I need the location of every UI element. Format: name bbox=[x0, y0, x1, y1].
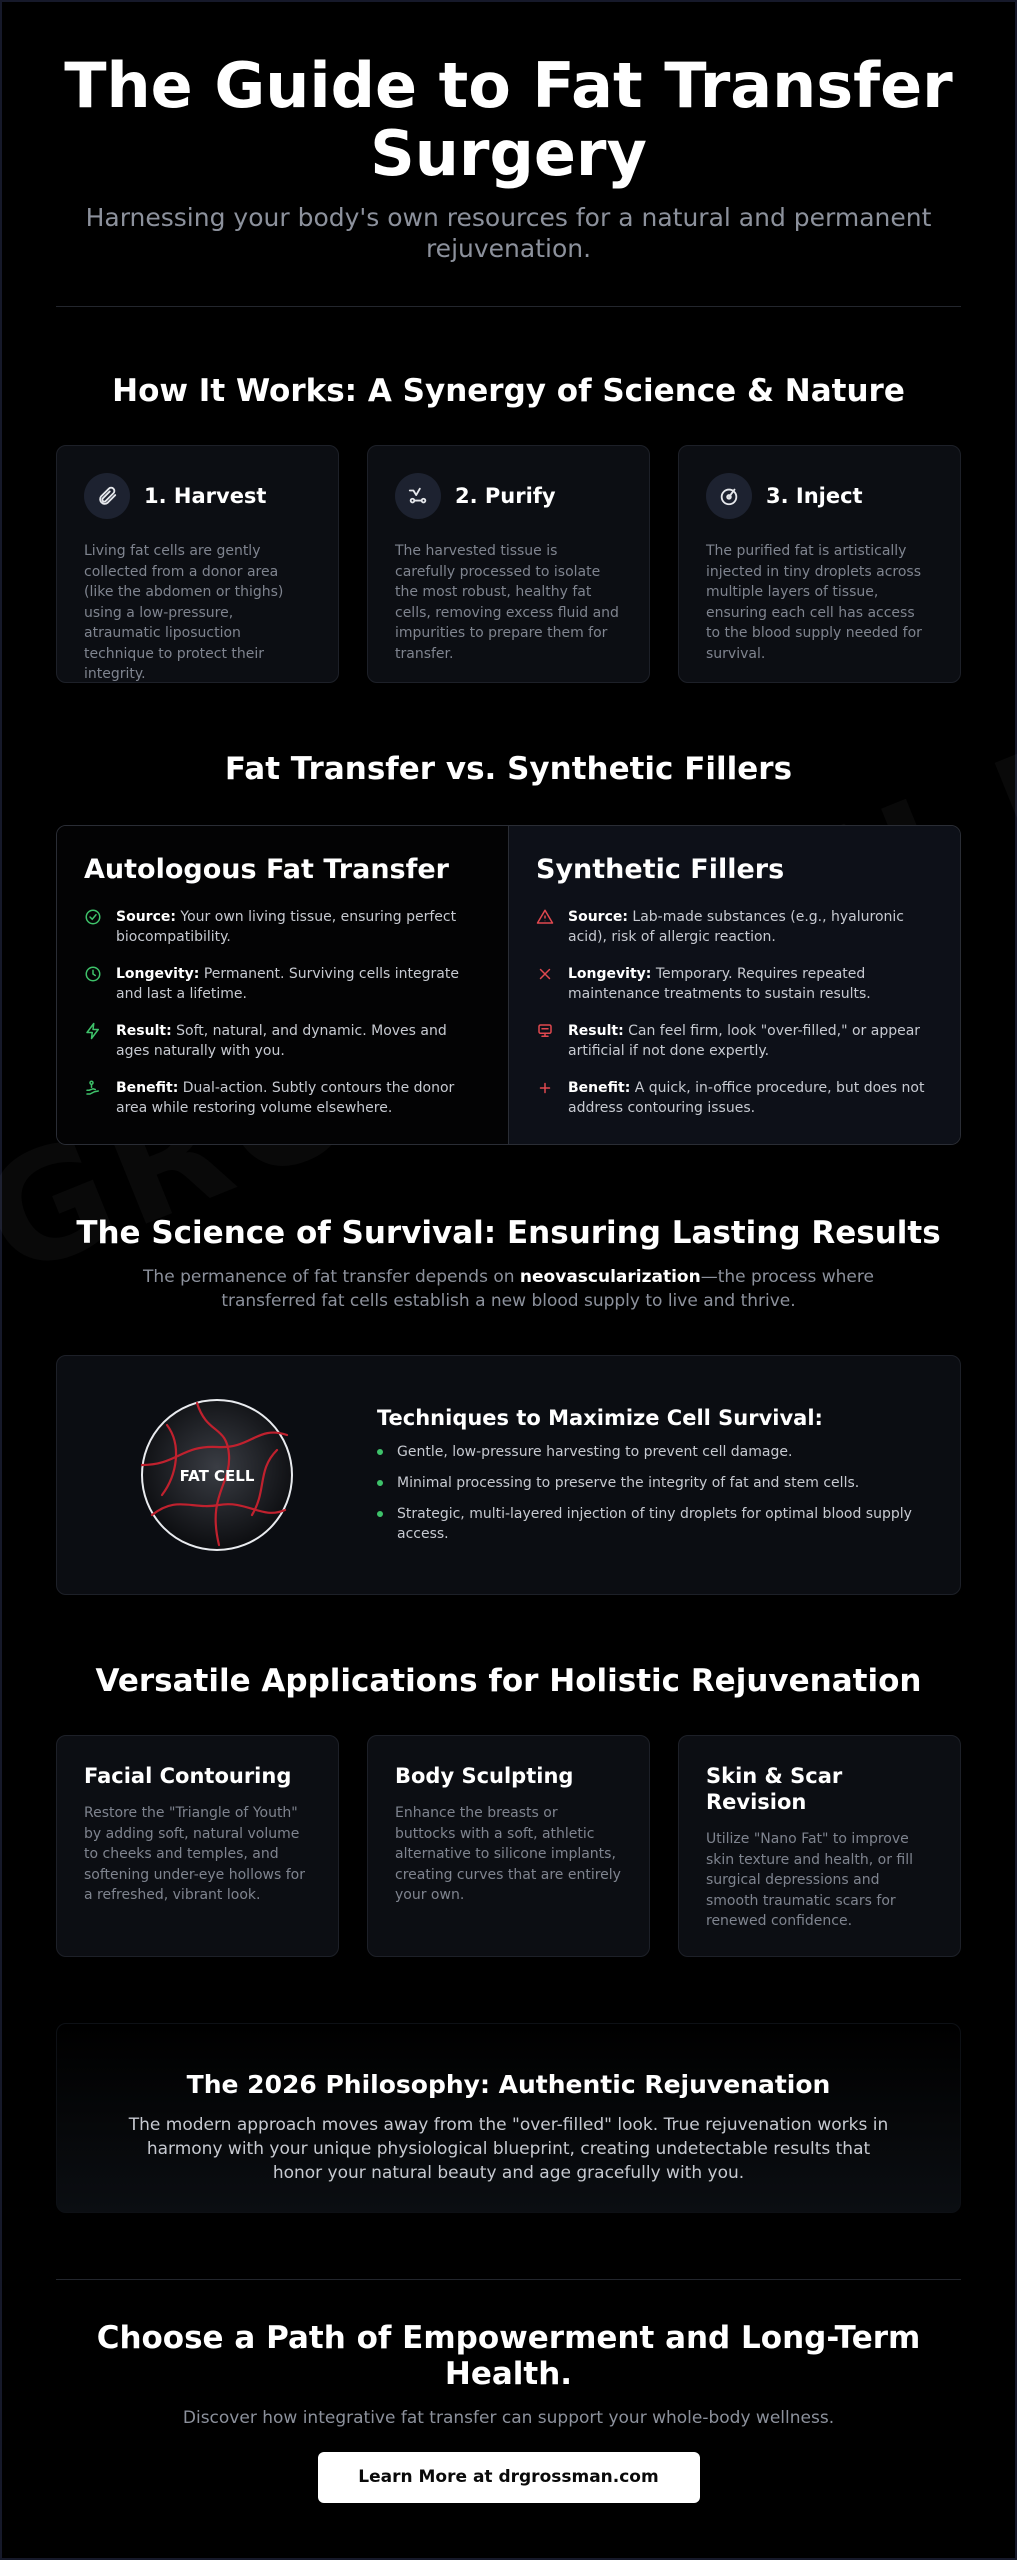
comparison-title: Fat Transfer vs. Synthetic Fillers bbox=[224, 751, 793, 787]
application-card-facial bbox=[56, 1735, 339, 1957]
step-text: Living fat cells are gently collected from a donor area (like the abdomen or thighs) using a low-pressure, atraumatic liposuction technique to protect their integrity. bbox=[84, 543, 284, 682]
science-card bbox=[56, 1355, 961, 1595]
philosophy-title: The 2026 Philosophy: Authentic Rejuvenation bbox=[186, 2070, 831, 2099]
philosophy-text: The modern approach moves away from the "over-filled" look. True rejuvenation works in harmony with your unique physiological blueprint, creating undetectable results that honor your natural beauty and age gracefully with you. bbox=[128, 2115, 889, 2183]
comparison-item: Longevity: Permanent. Surviving cells integrate and last a lifetime. bbox=[84, 964, 481, 1004]
cta-subtitle: Discover how integrative fat transfer can support your whole-body wellness. bbox=[182, 2408, 835, 2428]
philosophy-section bbox=[56, 2023, 961, 2213]
step-title: 1. Harvest bbox=[144, 484, 267, 508]
science-intro: The permanence of fat transfer depends on neovascularization—the process where transferred fat cells establish a new blood supply to live and thrive. bbox=[143, 1267, 874, 1311]
target-icon bbox=[706, 473, 752, 519]
fat-cell-label: FAT CELL bbox=[179, 1467, 255, 1485]
application-card-skin bbox=[678, 1735, 961, 1957]
comparison-item: Benefit: Dual-action. Subtly contours the donor area while restoring volume elsewhere. bbox=[84, 1078, 481, 1118]
comparison-item: Source: Your own living tissue, ensuring perfect biocompatibility. bbox=[84, 907, 481, 947]
techniques-block bbox=[377, 1406, 960, 1544]
warning-icon bbox=[536, 907, 556, 947]
synthetic-fillers-column bbox=[509, 826, 960, 1144]
fat-cell-illustration bbox=[57, 1395, 377, 1555]
step-card-purify bbox=[367, 445, 650, 683]
step-text: The purified fat is artistically injected in tiny droplets across multiple layers of tissue, ensuring each cell has access to the blood supply needed for survival. bbox=[706, 543, 922, 662]
step-card-inject bbox=[678, 445, 961, 683]
divider bbox=[56, 306, 961, 307]
column-heading: Synthetic Fillers bbox=[536, 854, 785, 885]
application-text: Enhance the breasts or buttocks with a soft, athletic alternative to silicone implants, creating curves that are entirely your own. bbox=[395, 1805, 621, 1903]
comparison-item: Source: Lab-made substances (e.g., hyaluronic acid), risk of allergic reaction. bbox=[536, 907, 933, 947]
check-circle-icon bbox=[84, 907, 104, 947]
comparison-item: Result: Can feel firm, look "over-filled," or appear artificial if not done expertly. bbox=[536, 1021, 933, 1061]
application-title: Skin & Scar Revision bbox=[706, 1764, 843, 1814]
application-text: Utilize "Nano Fat" to improve skin texture and health, or fill surgical depressions and smooth traumatic scars for renewed confidence. bbox=[706, 1831, 914, 1929]
cta-section bbox=[56, 2280, 961, 2503]
step-title: 3. Inject bbox=[766, 484, 863, 508]
x-icon bbox=[536, 964, 556, 1004]
step-card-harvest bbox=[56, 445, 339, 683]
comparison-item: Benefit: A quick, in-office procedure, but does not address contouring issues. bbox=[536, 1078, 933, 1118]
plus-icon bbox=[536, 1078, 556, 1118]
page-subtitle: Harnessing your body's own resources for a natural and permanent rejuvenation. bbox=[85, 203, 932, 263]
science-title: The Science of Survival: Ensuring Lasting Results bbox=[76, 1215, 941, 1251]
how-it-works-title: How It Works: A Synergy of Science & Nature bbox=[112, 373, 905, 409]
hero bbox=[56, 0, 961, 264]
techniques-list bbox=[377, 1442, 920, 1544]
comparison-table bbox=[56, 825, 961, 1145]
list-item: Gentle, low-pressure harvesting to prevent cell damage. bbox=[377, 1442, 920, 1462]
step-title: 2. Purify bbox=[455, 484, 556, 508]
steps-row bbox=[56, 445, 961, 683]
application-title: Facial Contouring bbox=[84, 1764, 292, 1788]
comparison-item: Longevity: Temporary. Requires repeated maintenance treatments to sustain results. bbox=[536, 964, 933, 1004]
applications-title: Versatile Applications for Holistic Rejuvenation bbox=[95, 1663, 922, 1699]
step-text: The harvested tissue is carefully processed to isolate the most robust, healthy fat cells, removing excess fluid and impurities to prepare them for transfer. bbox=[395, 543, 619, 662]
hand-icon bbox=[84, 1078, 104, 1118]
list-item: Minimal processing to preserve the integrity of fat and stem cells. bbox=[377, 1473, 920, 1493]
clock-icon bbox=[84, 964, 104, 1004]
application-text: Restore the "Triangle of Youth" by adding soft, natural volume to cheeks and temples, and softening under-eye hollows for a refreshed, vibrant look. bbox=[84, 1805, 305, 1903]
filter-icon bbox=[395, 473, 441, 519]
applications-row bbox=[56, 1735, 961, 1957]
lightning-icon bbox=[84, 1021, 104, 1061]
monitor-icon bbox=[536, 1021, 556, 1061]
paperclip-icon bbox=[84, 473, 130, 519]
page-title: The Guide to Fat Transfer Surgery bbox=[64, 49, 953, 190]
learn-more-button[interactable]: Learn More at drgrossman.com bbox=[318, 2452, 700, 2503]
techniques-title: Techniques to Maximize Cell Survival: bbox=[377, 1406, 823, 1430]
application-title: Body Sculpting bbox=[395, 1764, 574, 1788]
application-card-body bbox=[367, 1735, 650, 1957]
column-heading: Autologous Fat Transfer bbox=[84, 854, 449, 885]
fat-transfer-column bbox=[57, 826, 509, 1144]
comparison-item: Result: Soft, natural, and dynamic. Moves and ages naturally with you. bbox=[84, 1021, 481, 1061]
list-item: Strategic, multi-layered injection of tiny droplets for optimal blood supply access. bbox=[377, 1504, 920, 1544]
cta-title: Choose a Path of Empowerment and Long-Term Health. bbox=[96, 2320, 921, 2392]
